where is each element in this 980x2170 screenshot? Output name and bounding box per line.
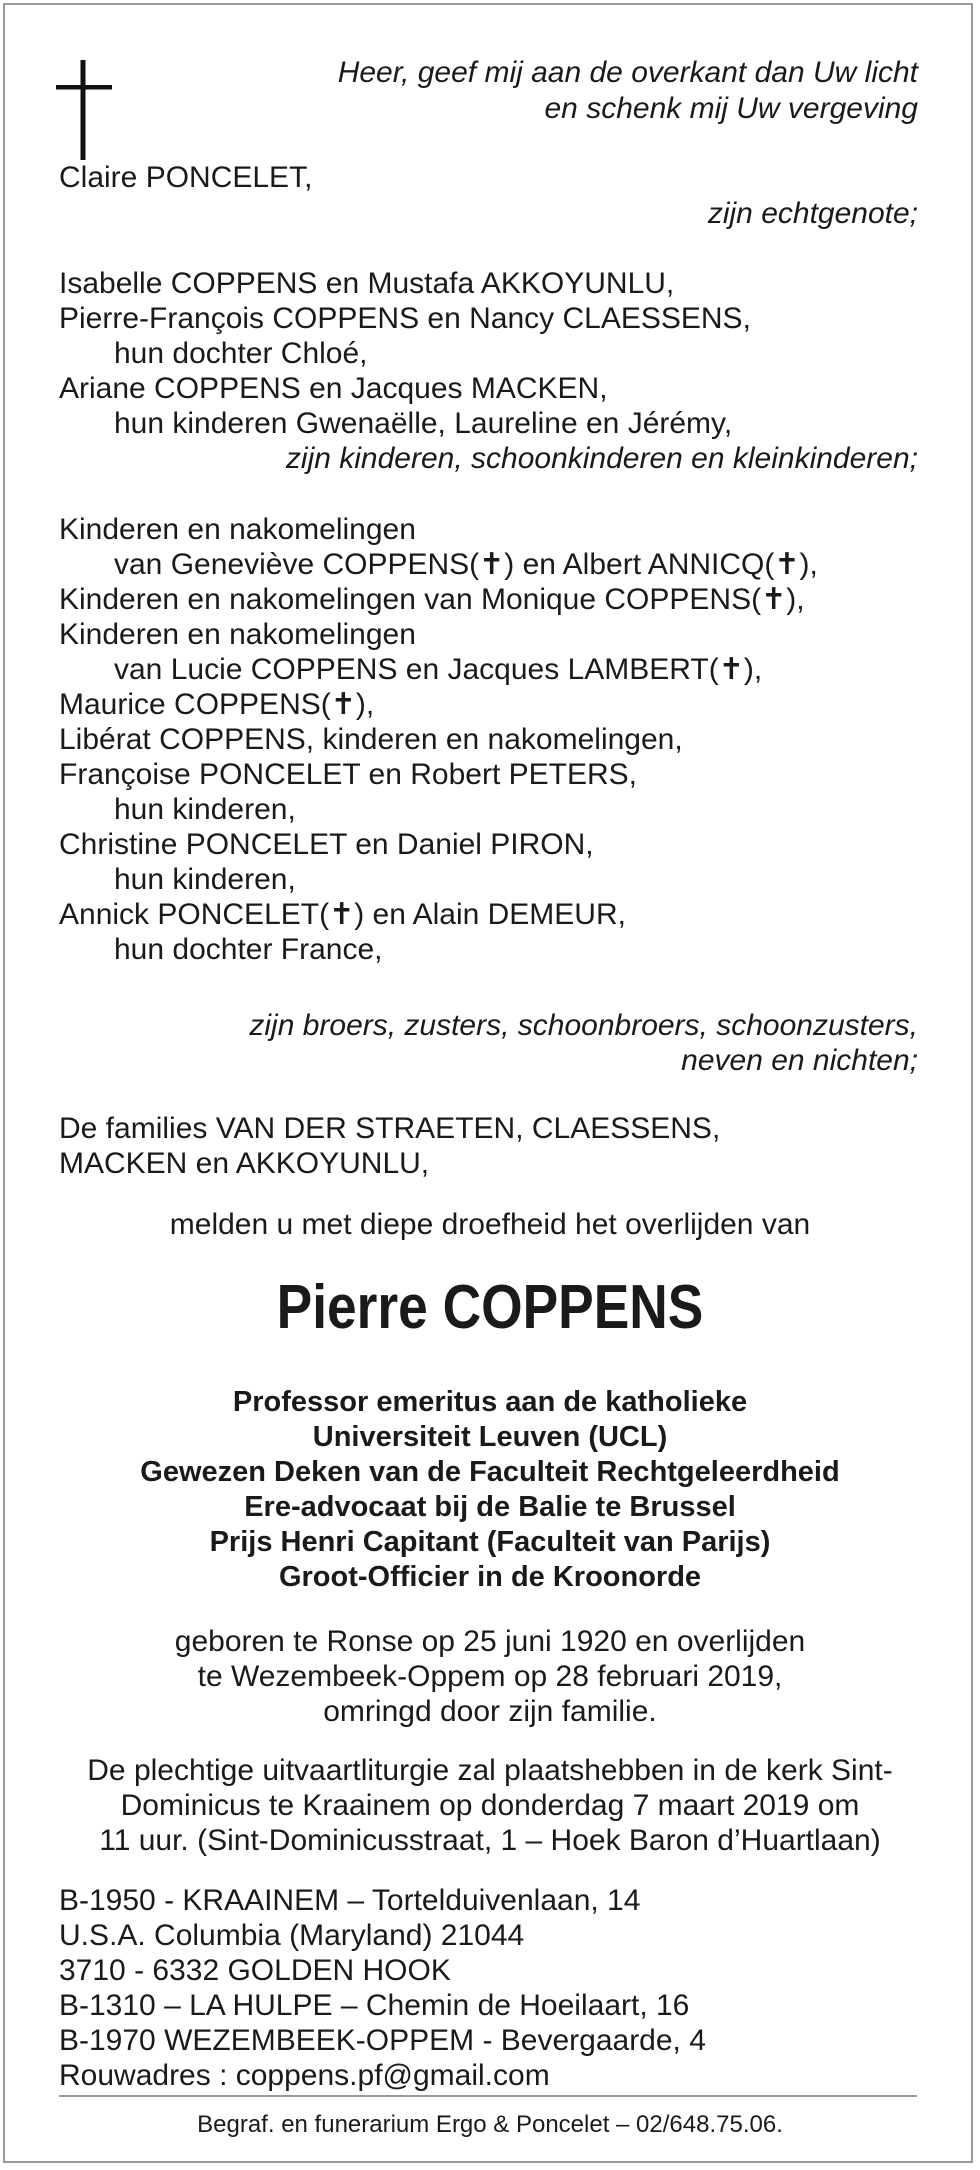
- funeral-line: Dominicus te Kraainem op donderdag 7 maart 2019 om: [120, 1789, 860, 1822]
- children-role: zijn kinderen, schoonkinderen en kleinkinderen;: [285, 442, 918, 475]
- sibling-line: Kinderen en nakomelingen: [59, 618, 416, 651]
- address-line: B-1310 – LA HULPE – Chemin de Hoeilaart, 16: [59, 1989, 690, 2022]
- footer-divider: [59, 2095, 917, 2097]
- announcement: melden u met diepe droefheid het overlijden van: [169, 1208, 811, 1241]
- sibling-line: van Geneviève COPPENS(✝) en Albert ANNICQ(✝),: [114, 548, 818, 581]
- sibling-line: hun kinderen,: [114, 793, 296, 826]
- families-line-2: MACKEN en AKKOYUNLU,: [59, 1147, 430, 1180]
- sibling-line: Maurice COPPENS(✝),: [59, 688, 375, 721]
- funeral-line: De plechtige uitvaartliturgie zal plaatshebben in de kerk Sint-: [87, 1754, 893, 1787]
- sibling-line: Kinderen en nakomelingen: [59, 513, 416, 546]
- spouse-name: Claire PONCELET,: [59, 161, 313, 194]
- title-line: Gewezen Deken van de Faculteit Rechtgeleerdheid: [140, 1456, 840, 1488]
- cross-icon: [56, 60, 112, 160]
- birth-death-line: omringd door zijn familie.: [323, 1695, 657, 1728]
- address-line: U.S.A. Columbia (Maryland) 21044: [59, 1919, 525, 1952]
- title-line: Groot-Officier in de Kroonorde: [278, 1561, 702, 1593]
- prayer-line-2: en schenk mij Uw vergeving: [544, 92, 918, 125]
- title-line: Professor emeritus aan de katholieke: [232, 1386, 748, 1418]
- sibling-line: Libérat COPPENS, kinderen en nakomelingen,: [59, 723, 683, 756]
- sibling-line: Françoise PONCELET en Robert PETERS,: [59, 758, 637, 791]
- child-line: hun dochter Chloé,: [114, 337, 368, 370]
- funeral-home-footer: Begraf. en funerarium Ergo & Poncelet – 02/648.75.06.: [197, 2111, 783, 2138]
- title-line: Prijs Henri Capitant (Faculteit van Parijs): [209, 1526, 771, 1558]
- birth-death-line: te Wezembeek-Oppem op 28 februari 2019,: [197, 1660, 783, 1693]
- child-line: hun kinderen Gwenaëlle, Laureline en Jérémy,: [114, 407, 733, 440]
- child-line: Pierre-François COPPENS en Nancy CLAESSENS,: [59, 302, 751, 335]
- title-line: Ere-advocaat bij de Balie te Brussel: [244, 1491, 736, 1523]
- sibling-line: Christine PONCELET en Daniel PIRON,: [59, 828, 594, 861]
- title-line: Universiteit Leuven (UCL): [312, 1421, 668, 1453]
- address-line: B-1950 - KRAAINEM – Tortelduivenlaan, 14: [59, 1884, 641, 1917]
- address-line: B-1970 WEZEMBEEK-OPPEM - Bevergaarde, 4: [59, 2024, 706, 2057]
- families-line-1: De families VAN DER STRAETEN, CLAESSENS,: [59, 1112, 721, 1145]
- sibling-line: van Lucie COPPENS en Jacques LAMBERT(✝),: [114, 653, 763, 686]
- sibling-line: Kinderen en nakomelingen van Monique COPPENS(✝),: [59, 583, 805, 616]
- sibling-line: Annick PONCELET(✝) en Alain DEMEUR,: [59, 898, 626, 931]
- child-line: Ariane COPPENS en Jacques MACKEN,: [59, 372, 608, 405]
- siblings-role-2: neven en nichten;: [681, 1044, 918, 1077]
- address-line: 3710 - 6332 GOLDEN HOOK: [59, 1954, 451, 1987]
- child-line: Isabelle COPPENS en Mustafa AKKOYUNLU,: [59, 267, 675, 300]
- siblings-role-1: zijn broers, zusters, schoonbroers, schoonzusters,: [249, 1009, 918, 1042]
- birth-death-line: geboren te Ronse op 25 juni 1920 en overlijden: [174, 1625, 806, 1658]
- sibling-line: hun kinderen,: [114, 863, 296, 896]
- spouse-role: zijn echtgenote;: [707, 197, 918, 230]
- mourning-address: Rouwadres : coppens.pf@gmail.com: [59, 2059, 550, 2092]
- funeral-line: 11 uur. (Sint-Dominicusstraat, 1 – Hoek Baron d’Huartlaan): [99, 1824, 881, 1857]
- sibling-line: hun dochter France,: [114, 933, 383, 966]
- deceased-name: Pierre COPPENS: [276, 1273, 704, 1342]
- prayer-line-1: Heer, geef mij aan de overkant dan Uw licht: [337, 56, 918, 89]
